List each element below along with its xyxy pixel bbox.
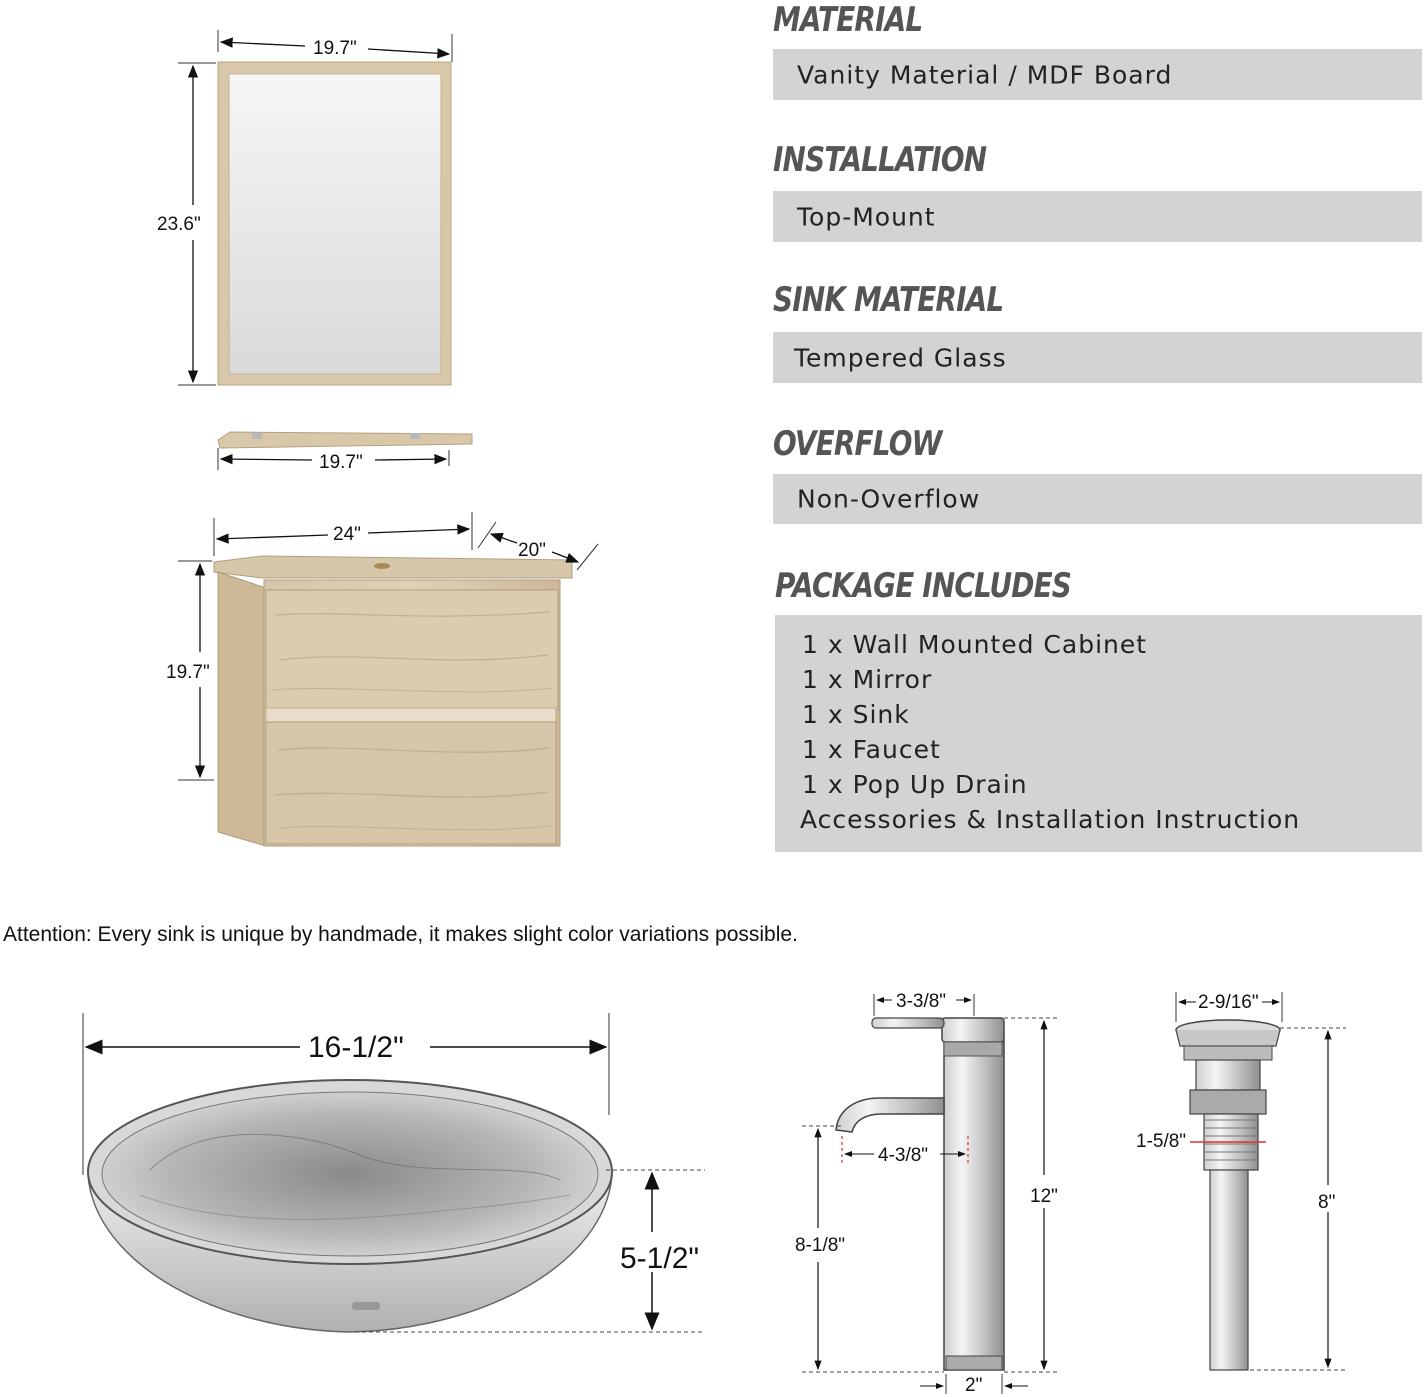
faucet-reach-label: 4-3/8" [878,1145,929,1166]
overflow-value: Non-Overflow [797,484,981,514]
package-item: 1 x Wall Mounted Cabinet [802,630,1148,659]
vessel-sink [88,1080,612,1332]
drain-body-label: 1-5/8" [1136,1131,1187,1152]
installation-heading: INSTALLATION [773,140,987,180]
mirror [218,62,451,385]
drain-length-label: 8" [1318,1192,1336,1213]
mirror-height-label: 23.6" [157,214,201,235]
sink-height-label: 5-1/2" [620,1242,700,1275]
overflow-heading: OVERFLOW [773,424,942,464]
cabinet-depth-label: 20" [518,540,546,561]
cabinet [214,556,572,846]
vanity-diagram [0,0,740,880]
sink-diameter-label: 16-1/2" [308,1031,404,1064]
faucet-handle-label: 3-3/8" [896,991,947,1012]
package-item: 1 x Sink [802,700,910,729]
installation-value: Top-Mount [797,202,936,231]
package-heading: PACKAGE INCLUDES [775,566,1072,606]
package-item: 1 x Pop Up Drain [802,770,1028,799]
pop-up-drain [1176,1020,1280,1370]
drain-top-label: 2-9/16" [1198,992,1259,1013]
cabinet-height-label: 19.7" [166,662,210,683]
package-list [802,627,1300,837]
material-heading: MATERIAL [773,0,923,40]
fixtures-diagram [0,980,1426,1397]
faucet [836,1018,1004,1370]
sink-material-value: Tempered Glass [794,343,1007,372]
faucet-height-label: 12" [1030,1186,1058,1207]
material-value: Vanity Material / MDF Board [797,60,1173,89]
faucet-base-label: 2" [965,1375,983,1396]
cabinet-width-label: 24" [333,524,361,545]
material-bar [773,49,1422,100]
installation-bar [773,191,1422,242]
mirror-width-label: 19.7" [313,38,357,59]
shelf [218,432,472,448]
package-item: 1 x Mirror [802,665,933,694]
sink-material-heading: SINK MATERIAL [773,280,1004,320]
faucet-spout-height-label: 8-1/8" [795,1235,846,1256]
package-item: Accessories & Installation Instruction [800,805,1301,834]
attention-note: Attention: Every sink is unique by handmade, it makes slight color variations possible. [3,923,798,946]
overflow-bar [773,474,1422,524]
package-bar [775,615,1422,852]
package-item: 1 x Faucet [802,735,941,764]
sink-material-bar [773,332,1422,383]
shelf-width-label: 19.7" [319,452,363,473]
